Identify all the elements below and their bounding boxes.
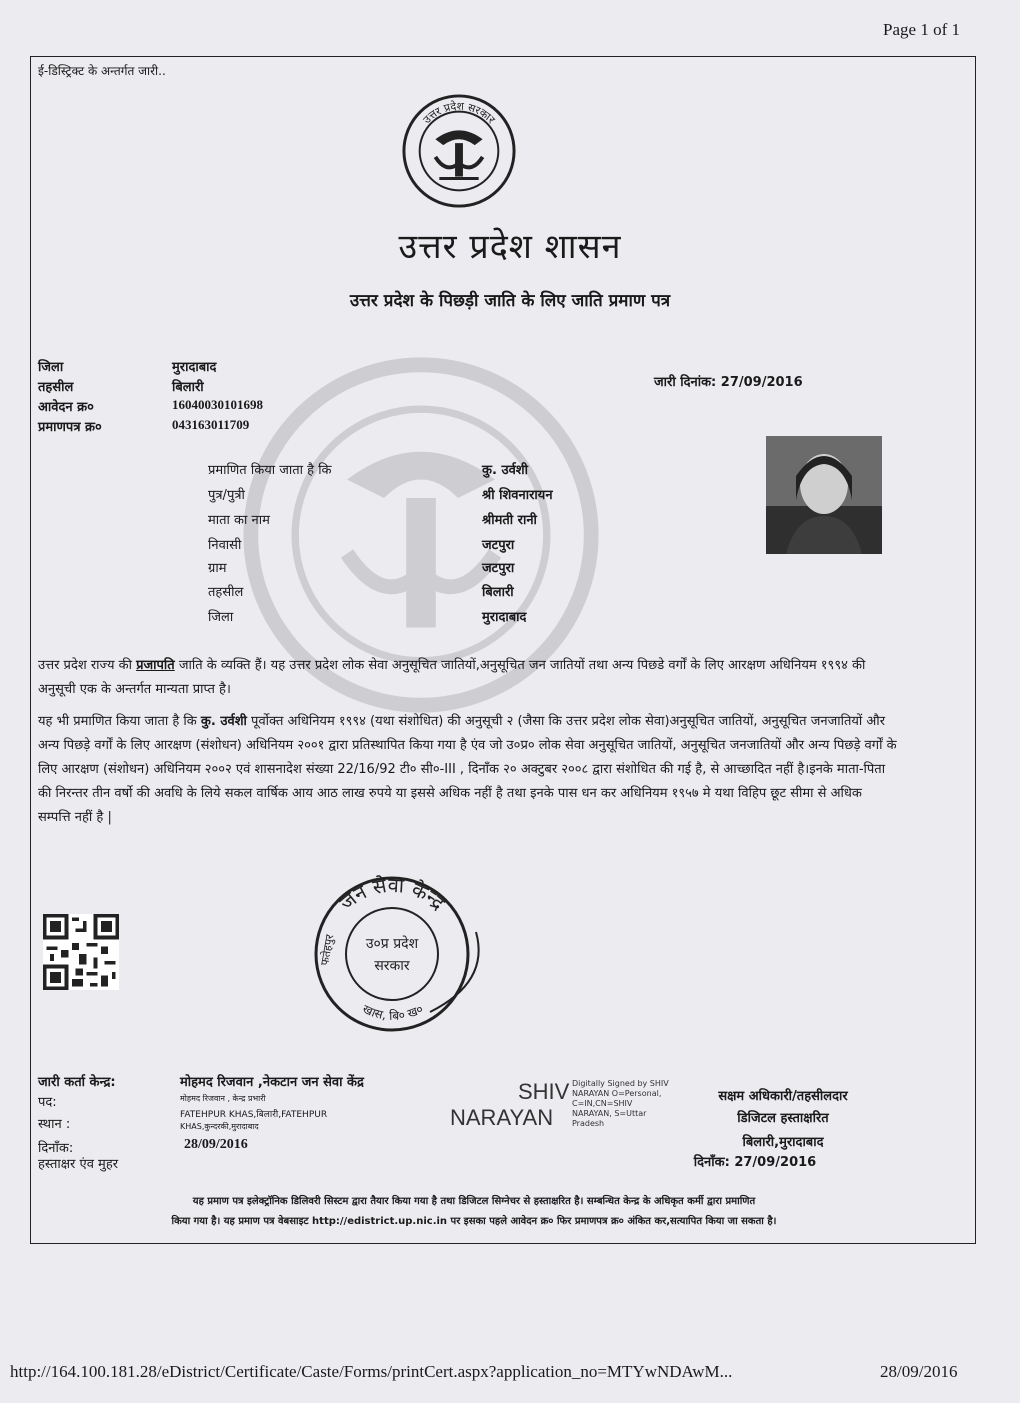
officer-title: सक्षम अधिकारी/तहसीलदार: [718, 1089, 848, 1104]
para2-text-a: यह भी प्रमाणित किया जाता है कि: [38, 714, 201, 729]
issuing-center-value: मोहमद रिजवान ,नेकटान जन सेवा केंद्र: [180, 1075, 364, 1090]
para2-name: कु. उर्वशी: [200, 714, 247, 729]
field-value-district: मुरादाबाद: [482, 610, 527, 625]
field-value-name: कु. उर्वशी: [482, 463, 529, 478]
meta-value-district: मुरादाबाद: [172, 360, 217, 375]
field-value-village: जटपुरा: [482, 561, 515, 576]
meta-label-tehsil: तहसील: [38, 380, 74, 395]
field-value-mother: श्रीमती रानी: [482, 513, 537, 528]
sign-seal-label: हस्ताक्षर एंव मुहर: [38, 1157, 119, 1172]
disclaimer-line-1: यह प्रमाण पत्र इलेक्ट्रॉनिक डिलिवरी सिस्टम द्वारा तैयार किया गया है तथा डिजिटल सिग्नेचर से हस्ताक्षरित है। सम्बन्धित केन्द्र के अधिकृत कर्मी द्वारा प्रमाणित: [192, 1196, 756, 1207]
field-value-tehsil: बिलारी: [482, 585, 514, 600]
signature-detail-line: C=IN,CN=SHIV: [572, 1099, 633, 1108]
officer-digitally-signed: डिजिटल हस्ताक्षरित: [737, 1111, 829, 1126]
certificate-title: उत्तर प्रदेश शासन: [398, 227, 622, 267]
para2-text-b: पूर्वोक्त अधिनियम १९९४ (यथा संशोधित) की अनुसूची २ (जैसा कि उत्तर प्रदेश लोक सेवा)अनुसूचित जातियों, अनुसूचित जनजातियों और अन्य पिछड़े वर्गों के लिए आरक्षण (संशोधन) अधिनियम २००१ द्वारा प्रतिस्थापित किया गया है एंव जो उ०प्र० लोक सेवा अनुसूचित जातियों, अनुसूचित जनजातियों और अन्य पिछड़े वर्गों के लिए आरक्षण (संशोधन) अधिनियम २००२ एवं शासनादेश संख्या 22/16/92 टी० सी०-III , दिनाँक २० अक्टुबर २००८ द्वारा संशोधित की गई है, से आच्छादित नहीं है।इनके माता-पिता की निरन्तर तीन वर्षो की अवधि के लिये सकल वार्षिक आय आठ लाख रुपये या इससे अधिक नहीं है तथा इनके पास धन कर अधिनियम १९५७ मे यथा विहिप छूट सीमा से अधिक सम्पत्ति नहीं है |: [38, 714, 897, 825]
meta-value-certificate-no: 043163011709: [172, 417, 250, 432]
officer-location: बिलारी,मुरादाबाद: [742, 1135, 824, 1150]
issue-date-label: दिनाँक:: [38, 1141, 74, 1156]
meta-label-certificate-no: प्रमाणपत्र क्र०: [38, 420, 102, 435]
stamp-center-line-1: उ०प्र प्रदेश: [365, 936, 419, 952]
caste-name: प्रजापति: [136, 658, 175, 673]
stamp-ring-bottom: खास, बि० ख०: [360, 1001, 426, 1023]
signature-detail-line: NARAYAN, S=Uttar: [572, 1109, 647, 1118]
print-date: 28/09/2016: [880, 1362, 958, 1381]
certificate-subtitle: उत्तर प्रदेश के पिछड़ी जाति के लिए जाति प्रमाण पत्र: [349, 291, 671, 311]
stamp-ring-top: जन सेवा केन्द्र: [334, 872, 450, 915]
field-value-father: श्री शिवनारायन: [482, 488, 553, 503]
jan-seva-kendra-stamp: [300, 862, 500, 1042]
field-value-resident: जटपुरा: [482, 538, 515, 553]
meta-label-application-no: आवेदन क्र०: [38, 400, 94, 415]
meta-value-application-no: 16040030101698: [172, 397, 263, 412]
svg-text:खास, बि० ख०: [361, 1002, 426, 1023]
place-value-line-1: FATEHPUR KHAS,बिलारी,FATEHPUR: [180, 1110, 328, 1120]
page-number: Page 1 of 1: [883, 20, 960, 39]
digital-signature-details: [572, 1079, 669, 1129]
field-label-son-daughter: पुत्र/पुत्री: [208, 488, 245, 503]
post-value: मोहमद रिजवान , केन्द्र प्रभारी: [180, 1094, 266, 1103]
field-label-resident: निवासी: [208, 538, 242, 553]
signature-detail-line: Digitally Signed by SHIV: [572, 1079, 669, 1088]
para1-text-b: जाति के व्यक्ति हैं। यह उत्तर प्रदेश लोक सेवा अनुसूचित जातियों,अनुसूचित जन जातियों तथा अन्य पिछडे वर्गों के लिए आरक्षण अधिनियम १९९४ की अनुसूची एक के अन्तर्गत मान्यता प्राप्त है।: [38, 658, 866, 697]
print-url: http://164.100.181.28/eDistrict/Certificate/Caste/Forms/printCert.aspx?application_no=MTYwNDAwM...: [10, 1362, 733, 1381]
digital-signature-name-1: SHIV: [518, 1079, 570, 1104]
place-value-line-2: KHAS,कुन्दरकी,मुरादाबाद: [180, 1122, 259, 1131]
place-label: स्थान :: [38, 1117, 71, 1132]
stamp-center-line-2: सरकार: [374, 958, 410, 974]
disclaimer-line-2: किया गया है। यह प्रमाण पत्र वेबसाइट http://edistrict.up.nic.in पर इसका पहले आवेदन क्र० फिर प्रमाणपत्र क्र० अंकित कर,सत्यापित किया जा सकता है।: [171, 1216, 777, 1227]
issuing-date-value: 28/09/2016: [184, 1137, 248, 1152]
issuing-center-label: जारी कर्ता केन्द्र:: [38, 1075, 116, 1090]
certificate-paragraph-1: [38, 654, 898, 702]
digital-signature-name-2: NARAYAN: [450, 1105, 554, 1130]
qr-code-icon: [42, 914, 120, 990]
meta-label-district: जिला: [38, 360, 64, 375]
up-government-emblem-icon: [400, 92, 518, 210]
meta-value-tehsil: बिलारी: [172, 380, 204, 395]
field-label-village: ग्राम: [208, 561, 227, 576]
field-label-district: जिला: [208, 610, 234, 625]
para1-text-a: उत्तर प्रदेश राज्य की: [38, 658, 137, 673]
signature-detail-line: NARAYAN O=Personal,: [572, 1089, 662, 1098]
post-label: पद:: [38, 1095, 57, 1110]
field-label-tehsil: तहसील: [208, 585, 244, 600]
applicant-photo: [766, 436, 882, 554]
edistrict-tag: ई-डिस्ट्रिक्ट के अन्तर्गत जारी..: [38, 64, 166, 78]
emblem-text: उत्तर प्रदेश सरकार: [420, 99, 498, 127]
officer-date: दिनाँक: 27/09/2016: [693, 1155, 817, 1170]
field-label-certified: प्रमाणित किया जाता है कि: [208, 463, 332, 478]
issue-date: जारी दिनांक: 27/09/2016: [654, 375, 803, 390]
field-label-mother: माता का नाम: [208, 513, 270, 528]
stamp-ring-left: फतेहपुर: [318, 933, 337, 967]
signature-detail-line: Pradesh: [572, 1119, 605, 1128]
certificate-paragraph-2: [38, 710, 898, 830]
